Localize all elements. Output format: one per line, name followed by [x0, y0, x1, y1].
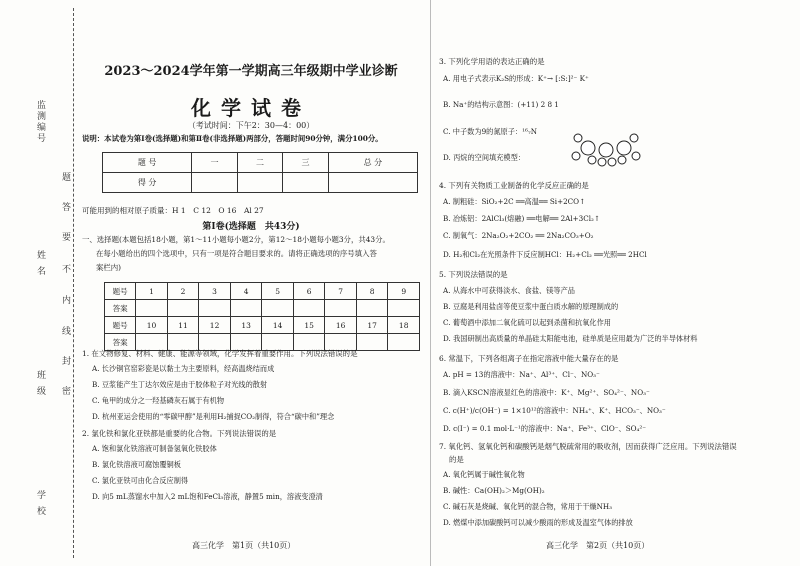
option: A. 氧化钙属于碱性氧化物: [443, 470, 525, 479]
option: C. c(H⁺)/c(OH⁻) = 1×10¹²的溶液中：NH₄⁺、K⁺、HCO₃⁻、NO₃⁻: [443, 406, 666, 415]
answer-cell[interactable]: [230, 300, 262, 317]
score-table: [102, 152, 418, 193]
answer-cell[interactable]: [325, 300, 357, 317]
answer-cell[interactable]: [356, 300, 388, 317]
answer-label-cell: 答案: [105, 300, 136, 317]
answer-cell[interactable]: [167, 300, 199, 317]
seal-line: [73, 8, 74, 558]
answer-header-cell: 3: [199, 283, 231, 300]
answer-header-cell: 6: [293, 283, 325, 300]
propane-model-icon: [566, 128, 646, 168]
answer-header-cell: 8: [356, 283, 388, 300]
option: A. 从海水中可获得淡水、食盐、镁等产品: [443, 286, 575, 295]
answer-cell[interactable]: [388, 300, 420, 317]
score-cell: 二: [237, 153, 283, 173]
table-row: [105, 300, 420, 317]
answer-header-cell: 题号: [105, 317, 136, 334]
answer-header-cell: 13: [230, 317, 262, 334]
answer-label-cell: 答案: [105, 334, 136, 351]
option: C. 龟甲的成分之一羟基磷灰石属于有机物: [92, 396, 225, 405]
page-footer: 高三化学 第2页（共10页）: [546, 541, 650, 550]
answer-header-cell: 14: [262, 317, 294, 334]
option: C. 碱石灰是烧碱、氧化钙的混合物，常用于干燥NH₃: [443, 502, 613, 511]
exam-title: 2023～2024学年第一学期高三年级期中学业诊断: [104, 64, 398, 79]
instruction-line: 案栏内): [96, 263, 122, 272]
score-input-cell[interactable]: [192, 173, 238, 193]
option: D. 丙烷的空间填充模型：: [443, 153, 525, 162]
seal-char: 内: [62, 293, 71, 306]
seal-char: 答: [62, 200, 71, 213]
question-7: 7. 氧化钙、氢氧化钙和碳酸钙是烟气脱硫常用的吸收剂，因而获得广泛应用。下列说法错误: [439, 442, 737, 451]
option: C. 氯化亚铁可由化合反应制得: [92, 476, 189, 485]
answer-header-cell: 4: [230, 283, 262, 300]
table-row: [103, 173, 418, 193]
subject-title: 化学试卷: [191, 96, 311, 120]
part-1-heading: 第Ⅰ卷(选择题 共43分): [202, 222, 300, 232]
answer-cell[interactable]: [136, 300, 168, 317]
table-row: [105, 283, 420, 300]
option: D. 我国研制出高质量的单晶硅太阳能电池，硅单质是应用最为广泛的半导体材料: [443, 334, 698, 343]
instruction-line: 在每小题给出的四个选项中，只有一项是符合题目要求的。请将正确选项的序号填入答: [96, 249, 377, 258]
question-5: 5. 下列说法错误的是: [439, 270, 508, 279]
answer-header-cell: 17: [356, 317, 388, 334]
answer-header-cell: 12: [199, 317, 231, 334]
option: D. 杭州亚运会使用的“零碳甲醇”是利用H₂捕捉CO₂制得，符合“碳中和”理念: [92, 412, 335, 421]
option: C. 中子数为9的氮原子：¹⁶₇N: [443, 127, 538, 136]
option: D. c(I⁻) = 0.1 mol·L⁻¹的溶液中：Na⁺、Fe³⁺、ClO⁻、SO₄²⁻: [443, 424, 647, 433]
option: A. 制粗硅：SiO₂+2C ══高温══ Si+2CO↑: [443, 197, 586, 206]
answer-header-cell: 7: [325, 283, 357, 300]
score-cell: 题 号: [103, 153, 192, 173]
option: B. 氯化铁溶液可腐蚀覆铜板: [92, 460, 181, 469]
score-cell: 总 分: [328, 153, 417, 173]
score-cell: 三: [283, 153, 329, 173]
binding-gutter: [0, 0, 75, 566]
option: B. Na⁺的结构示意图：(+11) 2 8 1: [443, 100, 559, 109]
option: A. 用电子式表示K₂S的形成：K⁺→ [:S:]²⁻ K⁺: [443, 74, 589, 83]
page-2: [430, 0, 793, 566]
answer-header-cell: 1: [136, 283, 168, 300]
seal-char: 密: [62, 384, 71, 397]
exam-time: （考试时间：下午2：30—4：00）: [187, 121, 315, 130]
page-1: [82, 0, 420, 566]
answer-header-cell: 10: [136, 317, 168, 334]
option: D. 向5 mL蒸馏水中加入2 mL饱和FeCl₃溶液，静置5 min，溶液变澄清: [92, 492, 323, 501]
option: A. 饱和氯化铁溶液可制备氢氧化铁胶体: [92, 444, 217, 453]
seal-char: 封: [62, 354, 71, 367]
question-3: 3. 下列化学用语的表达正确的是: [439, 57, 545, 66]
section-instructions: [82, 233, 420, 275]
seal-char: 要: [62, 230, 71, 243]
answer-header-cell: 11: [167, 317, 199, 334]
answer-cell[interactable]: [199, 300, 231, 317]
page-footer: 高三化学 第1页（共10页）: [192, 541, 296, 550]
instruction-line: 一、选择题(本题包括18小题，第1～11小题每小题2分，第12～18小题每小题3分，共43分。: [82, 235, 390, 244]
answer-header-cell: 题号: [105, 283, 136, 300]
answer-header-cell: 5: [262, 283, 294, 300]
atomic-masses: 可能用到的相对原子质量：H 1 C 12 O 16 Al 27: [82, 206, 264, 215]
score-cell: 得 分: [103, 173, 192, 193]
exam-note: 说明：本试卷为第Ⅰ卷(选择题)和第Ⅱ卷(非选择题)两部分，答题时间90分钟，满分100分。: [82, 134, 383, 143]
answer-header-cell: 9: [388, 283, 420, 300]
answer-header-cell: 15: [293, 317, 325, 334]
question-7-cont: 的是: [449, 455, 464, 464]
option: D. 燃煤中添加碳酸钙可以减少酸雨的形成及温室气体的排放: [443, 518, 633, 527]
answer-header-cell: 18: [388, 317, 420, 334]
answer-cell[interactable]: [262, 300, 294, 317]
seal-char: 题: [62, 170, 71, 183]
table-row: [103, 153, 418, 173]
seal-char: 线: [62, 324, 71, 337]
option: C. 葡萄酒中添加二氧化硫可以起到杀菌和抗氧化作用: [443, 318, 611, 327]
score-input-cell[interactable]: [283, 173, 329, 193]
option: D. H₂和Cl₂在光照条件下反应制HCl：H₂+Cl₂ ══光照══ 2HCl: [443, 250, 647, 259]
option: B. 冶炼铝：2AlCl₃(熔融) ══电解══ 2Al+3Cl₂↑: [443, 214, 600, 223]
gutter-label-name: 姓 名: [35, 250, 45, 277]
question-2: 2. 氯化铁和氯化亚铁都是重要的化合物。下列说法错误的是: [82, 429, 277, 438]
answer-header-cell: 2: [167, 283, 199, 300]
option: B. 滴入KSCN溶液显红色的溶液中：K⁺、Mg²⁺、SO₄²⁻、NO₃⁻: [443, 388, 650, 397]
option: A. pH = 13的溶液中：Na⁺、Al³⁺、Cl⁻、NO₃⁻: [443, 370, 600, 379]
answer-table: [104, 282, 420, 351]
score-input-cell[interactable]: [328, 173, 417, 193]
score-input-cell[interactable]: [237, 173, 283, 193]
option: B. 豆浆能产生丁达尔效应是由于胶体粒子对光线的散射: [92, 380, 268, 389]
answer-cell[interactable]: [293, 300, 325, 317]
question-4: 4. 下列有关物质工业制备的化学反应正确的是: [439, 181, 589, 190]
gutter-label-class: 班 级: [35, 370, 45, 397]
answer-header-cell: 16: [325, 317, 357, 334]
question-6: 6. 常温下，下列各组离子在指定溶液中能大量存在的是: [439, 354, 619, 363]
option: A. 长沙铜官窑彩瓷是以黏土为主要原料，经高温烧结而成: [92, 364, 275, 373]
question-1: 1. 在文物修复、材料、健康、能源等领域，化学发挥着重要作用。下列说法错误的是: [82, 349, 358, 358]
table-row: [105, 317, 420, 334]
gutter-label-school: 学 校: [35, 490, 45, 517]
option: B. 豆腐是利用盐卤等使豆浆中蛋白质水解的原理制成的: [443, 302, 619, 311]
gutter-label-exam-number: 监测编号: [35, 100, 45, 144]
seal-char: 不: [62, 262, 71, 275]
score-cell: 一: [192, 153, 238, 173]
option: C. 制氧气：2Na₂O₂+2CO₂ ══ 2Na₂CO₃+O₂: [443, 231, 594, 240]
option: B. 碱性：Ca(OH)₂＞Mg(OH)₂: [443, 486, 545, 495]
